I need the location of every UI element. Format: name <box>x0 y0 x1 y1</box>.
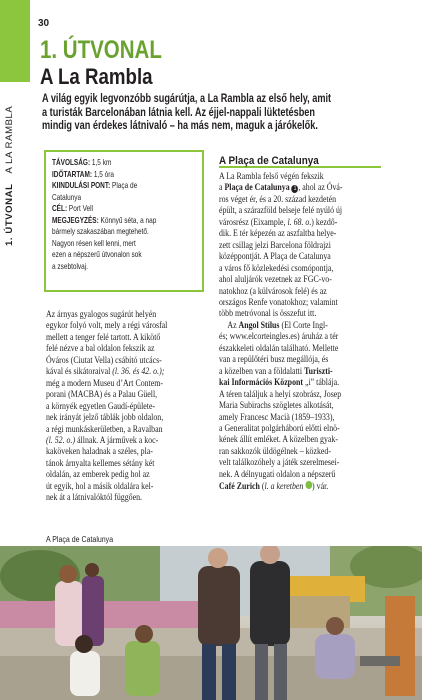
left-body-text: Az árnyas gyalogos sugárút helyén egykor folyó volt, mely a régi városfal mellett a tenger felé tartott. A kikötő felé nézve a bal oldalon fekszik az Óváros (Ciutat Vella) csábító utcács- kával és sikátoraival (l. 36. és 42. o.); még a modern Museu d’Art Contem- porani (MACBA) és a Palau Güell, a környék egyetlen Gaudí-épülete- nek irányát jelző táblák jobb oldalon, a régi munkáskerületben, a Ravalban (l. 52. o.) állnak. A járművek a koc- kaköveken haladnak a széles, pla- tánok árnyalta kellemes sétány két oldalán, az emberek pedig hol az út egyik, hol a másik oldalára kel- nek át a látnivalóktól függően. <box>46 310 168 504</box>
info-line: bármely szakaszában megtehető. <box>52 226 149 236</box>
side-label-place: A LA RAMBLA <box>4 105 15 174</box>
photo-caption: A Plaça de Catalunya <box>46 535 114 544</box>
plaza-photo <box>0 546 422 700</box>
page-reference: (l. 36. és 42. o.); <box>112 367 165 378</box>
chapter-color-tab <box>0 0 30 82</box>
route-subtitle: A La Rambla <box>40 64 153 89</box>
plaza-photo-illustration <box>0 546 422 700</box>
info-line: CÉL: Port Vell <box>52 203 94 213</box>
green-dot-icon <box>305 481 312 489</box>
route-title: 1. ÚTVONAL <box>40 36 162 64</box>
page-reference: (l. 52. o.) <box>46 435 76 446</box>
lead-paragraph <box>42 92 413 133</box>
info-line: TÁVOLSÁG: 1,5 km <box>52 157 112 167</box>
section-heading: A Plaça de Catalunya <box>219 151 381 168</box>
info-line: a zsebtolvaj. <box>52 260 88 271</box>
info-line: Catalunya <box>52 191 82 202</box>
info-line: KIINDULÁSI PONT: Plaça de <box>52 180 138 190</box>
info-line: ezen a népszerű útvonalon sok <box>52 249 142 259</box>
info-line: IDŐTARTAM: 1,5 óra <box>52 168 114 179</box>
side-label-route: 1. ÚTVONAL <box>4 183 15 246</box>
map-marker-icon: 1 <box>293 186 297 193</box>
lead-line: mindig van érdekes látnivaló – ha más nem, maguk a járókelők. <box>42 119 318 132</box>
page-reference: l. 68. o. <box>287 217 312 228</box>
lead-line: A világ egyik legvonzóbb sugárútja, a La Rambla az első hely, amit <box>42 92 332 105</box>
info-line: MEGJEGYZÉS: Könnyű séta, a nap <box>52 214 157 225</box>
info-line: Nagyon résen kell lenni, mert <box>52 237 136 248</box>
lead-line: a turisták Barcelonában látnia kell. Az éjjel-nappali lüktetésben <box>42 105 315 119</box>
right-body-text: A La Rambla felső végén fekszik a Plaça de Catalunya 1 , ahol az Óvá- ros véget ér, és a 20. század kezdetén épült, a szárazföld belseje felé nyúló új városrész (Eixample, l. 68. o.) kezdő- dik. E tér képezén az aszfaltba helye- zett csillag jelzi Barcelona földrajzi középpontját. A Plaça de Catalunya a város fő közlekedési csomópontja, ahol aluljárók vezetnek az FGC-vo- natokhoz (a külvárosok felé) és az országos Renfe vonatokhoz; valamint több metróvonal is összefut itt. Az Angol Stílus (El Corte Ingl- és; www.elcorteingles.es) áruház a tér északkeleti oldalán található. Mellette van a repülőtéri busz megállója, és a közelben van a földalatti Turiszti- kai Információs Központ „i” táblája. A téren találjuk a helyi szobrász, Josep Maria Subirachs szögletes alkotását, amely Francesc Macià (1859–1933), a Generalitat polgárháború előtti elnö- kének állít emléket. A közelben gyak- ran sakkozók üldögélnek – közked- velt találkozóhely a játék szerelmesei- nek. A délnyugati oldalon a népszerű Café Zurich (l. a keretben ) vár. <box>219 172 343 493</box>
route-info-box <box>44 150 204 292</box>
running-side-label <box>4 96 28 246</box>
page-number: 30 <box>38 18 50 29</box>
